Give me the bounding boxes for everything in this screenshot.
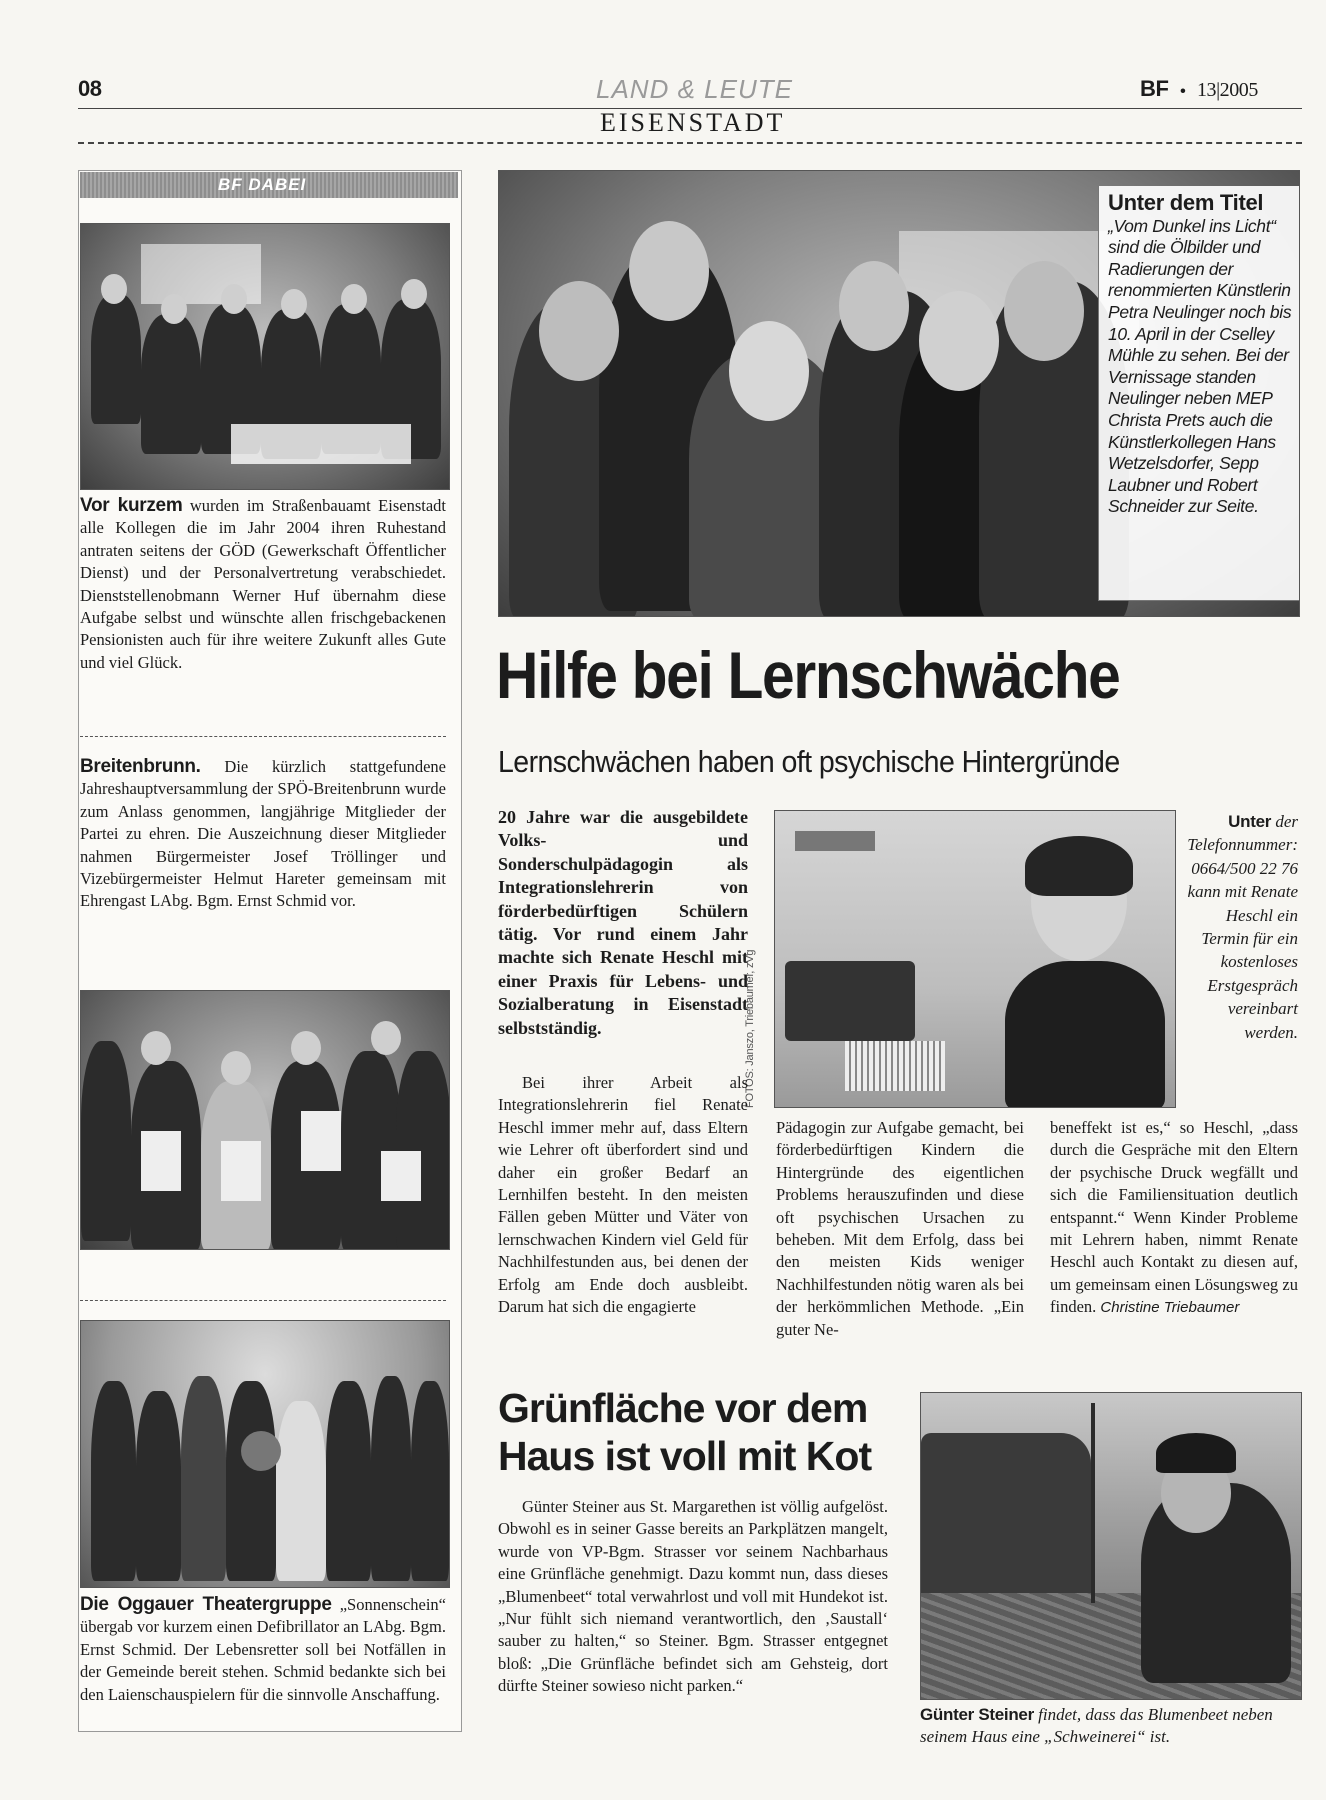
sidebar-item-2-lead: Breitenbrunn. (80, 756, 201, 777)
phone-sidebar-lead: Unter (1228, 812, 1272, 831)
subsection-title: EISENSTADT (600, 108, 786, 137)
sidebar-item-1-lead: Vor kurzem (80, 495, 183, 516)
phone-sidebar-text: der Telefonnummer: 0664/500 22 76 kann mit Renate Heschl ein Termin für ein kostenloses Erstgespräch vereinbart werden. (1187, 812, 1298, 1042)
theater-group-photo (80, 1320, 450, 1588)
vernissage-caption-lead: Unter dem Titel (1108, 190, 1264, 215)
sidebar-divider-2 (80, 1300, 446, 1301)
renate-heschl-photo (774, 810, 1176, 1108)
sidebar-item-1-text: wurden im Straßenbauamt Eisenstadt alle Kollegen die im Jahr 2004 ihren Ruhestand antraten seitens der GÖD (Gewerkschaft Öffentlicher Dienst) und der Personalvertretung verabschiedet. Dienststellenobmann Werner Huf übernahm diese Aufgabe selbst und wünschte allen frischgebackenen Pensionisten auch für ihre weitere Zukunft alles Gute und viel Glück. (80, 496, 446, 672)
phone-sidebar (1186, 810, 1298, 1044)
article-1-column-2: Pädagogin zur Aufgabe gemacht, bei förderbedürftigen Kindern die Hintergründe des eigentlichen Problems herauszufinden und diese oft psychischen Ursachen zu beheben. Mit dem Erfolg, dass bei den meisten Kids weniger Nachhilfestunden nötig waren als bei der herkömmlichen Methode. „Ein guter Ne- (776, 1118, 1024, 1339)
article-1-column-3-text: beneffekt ist es,“ so Heschl, „dass durch die Gespräche mit den Eltern der psychische Druck wegfällt und sich die Familiensituation deutlich entspannt.“ Wenn Kinder Probleme mit Lehrern haben, nimmt Renate Heschl auch Kontakt zu diesen auf, um gemeinsam einen Lösungsweg zu finden. (1050, 1118, 1298, 1317)
article-1-headline: Hilfe bei Lernschwäche (496, 638, 1120, 712)
guenter-steiner-caption-text: findet, dass das Blumenbeet neben seinem Haus eine „Schweinerei“ ist. (920, 1705, 1273, 1746)
retirement-group-photo (80, 223, 450, 490)
article-2-headline: Grünfläche vor dem Haus ist voll mit Kot (498, 1385, 872, 1479)
article-2-body: Günter Steiner aus St. Margarethen ist völlig aufgelöst. Obwohl es in seiner Gasse bereits an Parkplätzen mangelt, wurde von VP-Bgm. Strasser vor seinem Nachbarhaus eine Grünfläche genehmigt. Dazu kommt nun, dass dieses „Blumenbeet“ total verwahrlost und voll mit Hundekot ist. „Nur fühlt sich niemand verantwortlich, den ‚Saustall‘ sauber zu halten,“ so Steiner. Bgm. Strasser entgegnet bloß: „Die Grünfläche befindet sich am Gehsteig, dort dürfte Steiner sowieso nicht parken.“ (498, 1497, 888, 1696)
article-1-intro: 20 Jahre war die ausgebildete Volks- und Sonderschulpädagogin als Integrationslehrerin von förderbedürftigen Schülern tätig. Vor rund einem Jahr machte sich Renate Heschl mit einer Praxis für Lebens- und Sozialberatung in Eisenstadt selbstständig. (498, 807, 748, 1038)
article-1-subheadline: Lernschwächen haben oft psychische Hintergründe (498, 744, 1120, 779)
guenter-steiner-caption (920, 1704, 1300, 1748)
photo-credit: FOTOS: Janszo, Triebaumer, zVg (744, 949, 756, 1108)
publication-name (1140, 76, 1258, 102)
page-number: 08 (78, 76, 102, 101)
sidebar-item-2-text: Die kürzlich stattgefundene Jahreshauptversammlung der SPÖ-Breitenbrunn wurde zum Anlass genommen, langjährige Mitglieder der Partei zu ehren. Die Auszeichnung dieser Mitglieder nahmen Bürgermeister Josef Tröllinger und Vizebürgermeister Helmut Hareter gemeinsam mit Ehrengast LAbg. Bgm. Ernst Schmid vor. (80, 757, 446, 911)
publication-logo: BF (1140, 76, 1169, 101)
article-1-column-1: Bei ihrer Arbeit als Integrationslehrerin fiel Renate Heschl immer mehr auf, dass Eltern wie Lehrer oft überfordert sind und daher ein großer Bedarf an Lernhilfen besteht. In den meisten Fällen geben Mütter und Väter von lernschwachen Kindern viel Geld für Nachhilfestunden aus, bei denen der Erfolg am Ende doch ausbleibt. Darum hat sich die engagierte (498, 1073, 748, 1317)
guenter-steiner-caption-lead: Günter Steiner (920, 1705, 1034, 1724)
article-1-column-3 (1050, 1117, 1298, 1320)
sidebar-item-3-lead: Die Oggauer Theatergruppe (80, 1594, 332, 1615)
sidebar-item-3-text: „Sonnenschein“ übergab vor kurzem einen Defibrillator an LAbg. Bgm. Ernst Schmid. Der Lebensretter soll bei Notfällen in der Gemeinde bereit stehen. Schmid bedankte sich bei den Laienschauspielern für die sinnvolle Anschaffung. (80, 1595, 446, 1704)
section-title: LAND & LEUTE (596, 74, 793, 104)
sidebar-item-2 (80, 756, 446, 913)
article-1-author: Christine Triebaumer (1100, 1299, 1240, 1317)
party-members-photo (80, 990, 450, 1250)
vernissage-caption-text: „Vom Dunkel ins Licht“ sind die Ölbilder und Radierungen der renommierten Künstlerin Petra Neulinger noch bis 10. April in der Cselley Mühle zu sehen. Bei der Vernissage standen Neulinger neben MEP Christa Prets auch die Künstlerkollegen Hans Wetzelsdorfer, Sepp Laubner und Robert Schneider zur Seite. (1108, 215, 1292, 517)
header-dashed-rule (78, 142, 1302, 144)
bullet-separator: • (1180, 83, 1186, 100)
vernissage-caption (1108, 192, 1292, 518)
guenter-steiner-photo (920, 1392, 1302, 1700)
sidebar-divider-1 (80, 736, 446, 737)
sidebar-item-3 (80, 1594, 446, 1706)
sidebar-item-1 (80, 495, 446, 674)
issue-number: 13|2005 (1197, 79, 1258, 101)
sidebar-title: BF DABEI (218, 175, 307, 194)
